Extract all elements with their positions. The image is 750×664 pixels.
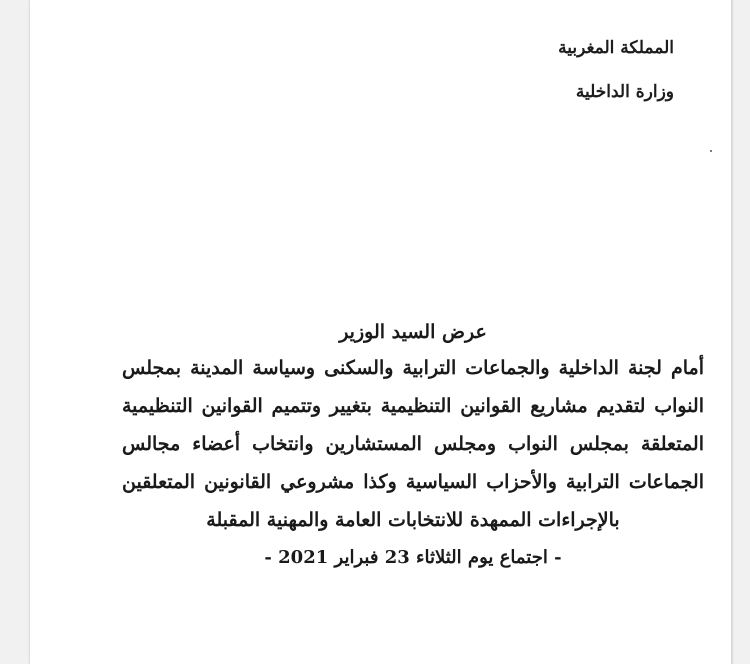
page-edge — [731, 0, 732, 664]
kingdom-heading: المملكة المغربية — [558, 38, 674, 58]
presentation-title: عرض السيد الوزير — [339, 321, 487, 343]
ministry-heading: وزارة الداخلية — [575, 82, 674, 102]
presentation-subject: أمام لجنة الداخلية والجماعات الترابية والسكنى وسياسة المدينة بمجلس النواب لتقديم مشاريع القوانين التنظيمية بتغيير وتتميم القوانين التنظيمية المتعلقة بمجلس النواب ومجلس المستشارين وانتخاب أعضاء مجالس الجماعات الترابية والأحزاب السياسية وكذا مشروعي القانونين المتعلقين بالإجراءات الممهدة للانتخابات العامة والمهنية المقبلة — [122, 357, 704, 531]
presentation-block — [122, 317, 704, 573]
scan-speck — [710, 150, 712, 152]
document-page — [30, 0, 732, 664]
meeting-date: - اجتماع يوم الثلاثاء 23 فبراير 2021 - — [264, 547, 562, 568]
